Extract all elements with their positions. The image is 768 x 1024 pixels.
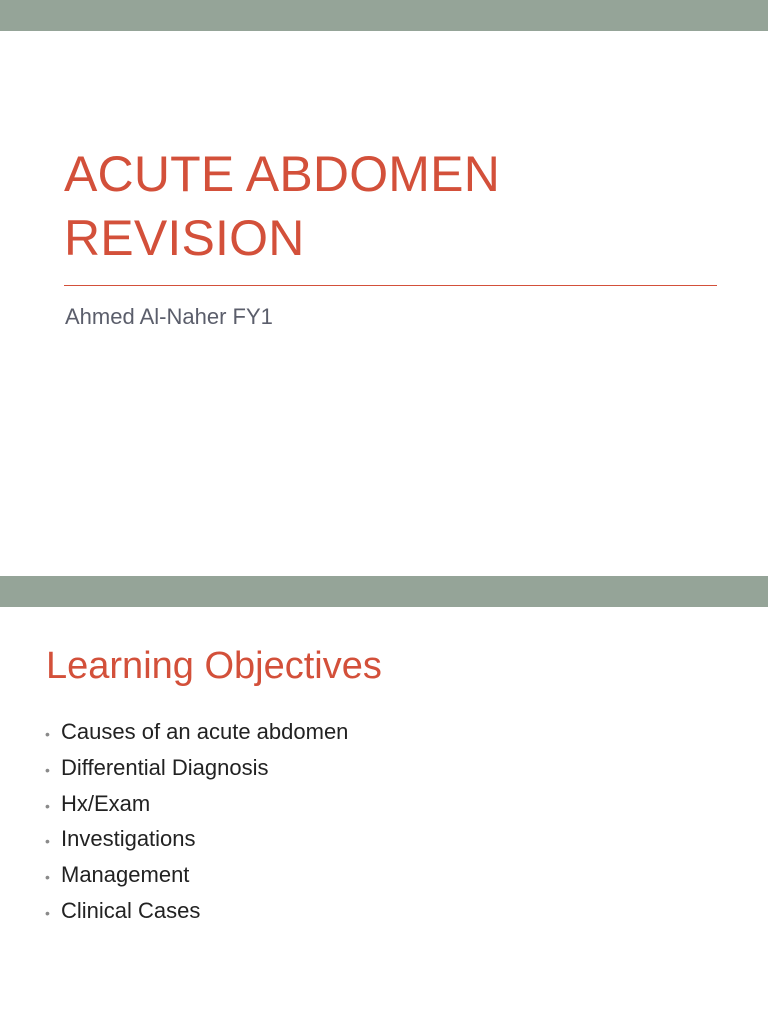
slide-title — [64, 142, 724, 270]
list-item-text: Causes of an acute abdomen — [61, 719, 349, 744]
slide-header-bar — [0, 0, 768, 31]
bullet-icon: • — [45, 797, 50, 814]
list-item — [45, 750, 348, 786]
list-item — [45, 714, 348, 750]
slide-subtitle: Ahmed Al-Naher FY1 — [65, 304, 273, 329]
list-item-text: Differential Diagnosis — [61, 754, 269, 780]
bullet-icon: • — [45, 904, 50, 921]
list-item — [45, 786, 348, 822]
bullet-icon: • — [45, 761, 50, 778]
objectives-heading: Learning Objectives — [46, 645, 382, 687]
slide-header-bar — [0, 576, 768, 607]
list-item — [45, 821, 348, 857]
title-divider — [64, 285, 717, 286]
objectives-list — [45, 714, 348, 929]
bullet-icon: • — [45, 833, 50, 850]
slide-title-line-2: REVISION — [64, 210, 305, 266]
list-item-text: Investigations — [61, 826, 196, 852]
list-item-text: Clinical Cases — [61, 897, 201, 923]
bullet-icon: • — [45, 869, 50, 886]
list-item-text: Hx/Exam — [61, 790, 151, 816]
list-item — [45, 857, 348, 893]
slide-title-line-1: ACUTE ABDOMEN — [64, 146, 500, 202]
bullet-icon: • — [45, 726, 50, 742]
list-item — [45, 893, 348, 929]
list-item-text: Management — [61, 862, 190, 888]
